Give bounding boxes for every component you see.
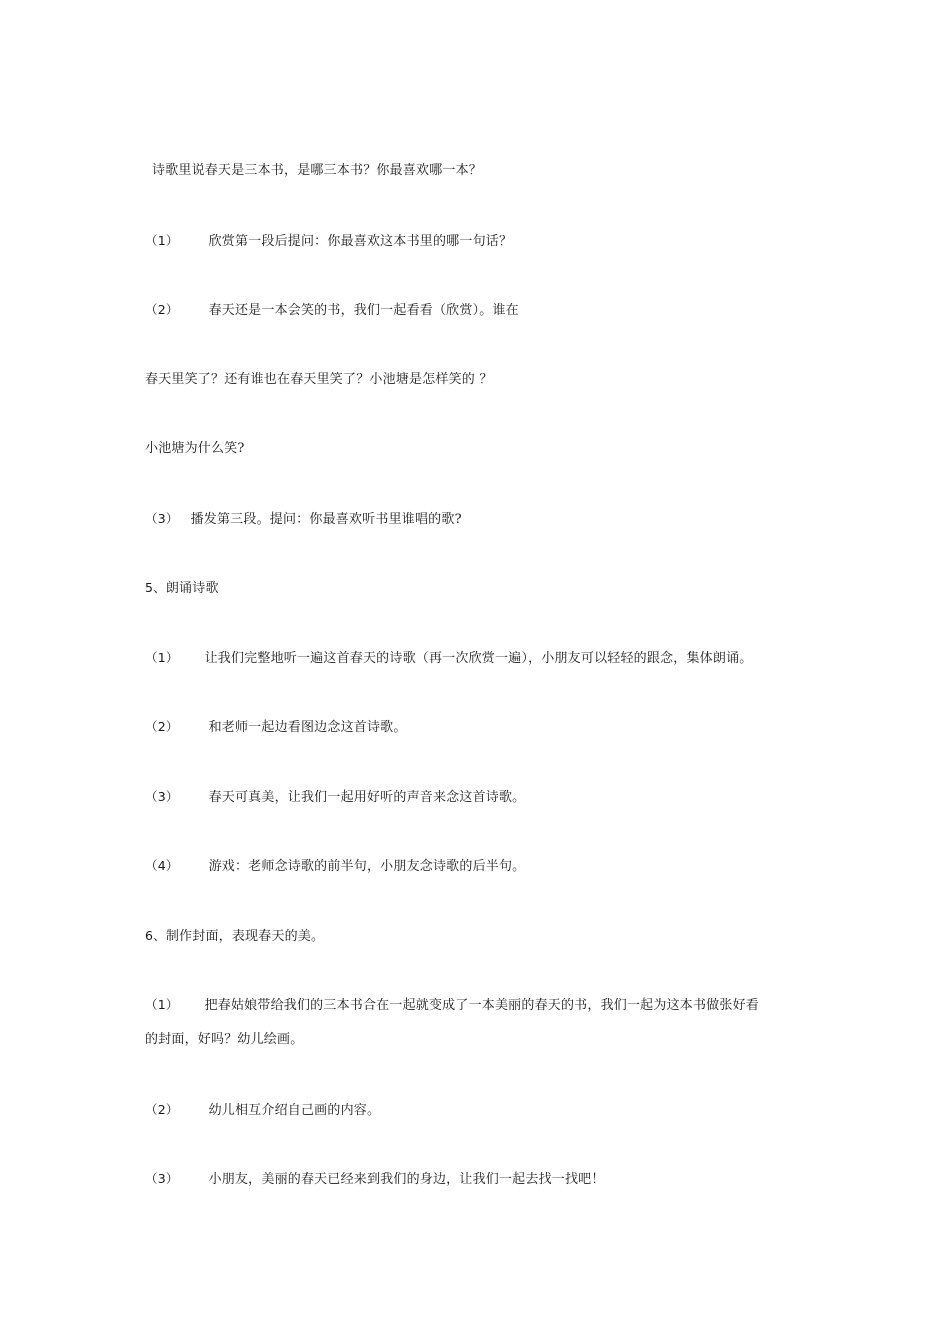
- line-text: 春天还是一本会笑的书，我们一起看看（欣赏）。谁在: [208, 303, 519, 318]
- section-heading: [145, 579, 219, 598]
- section-number: 6、: [145, 928, 166, 943]
- item-number: （3）: [145, 1171, 179, 1186]
- item-number: （3）: [145, 789, 179, 804]
- item-number: （1）: [145, 650, 179, 665]
- line-text: 把春姑娘带给我们的三本书合在一起就变成了一本美丽的春天的书，我们一起为这本书做张好看: [204, 998, 759, 1013]
- line-text: 小朋友，美丽的春天已经来到我们的身边，让我们一起去找一找吧！: [208, 1172, 605, 1187]
- line-text: 春天里笑了？还有谁也在春天里笑了？小池塘是怎样笑的 ？: [145, 372, 493, 387]
- item-number: （3）: [145, 511, 179, 526]
- paragraph-line: [145, 371, 493, 389]
- paragraph-line: [145, 718, 407, 737]
- paragraph-line: [145, 1031, 303, 1049]
- paragraph-line: [145, 301, 519, 320]
- line-text: 小池塘为什么笑?: [145, 441, 245, 456]
- line-text: 播发第三段。提问：你最喜欢听书里谁唱的歌?: [190, 512, 462, 527]
- paragraph-line: [145, 1101, 380, 1120]
- line-text: 诗歌里说春天是三本书，是哪三本书？你最喜欢哪一本？: [152, 163, 483, 178]
- section-heading: [145, 927, 324, 946]
- item-number: （1）: [145, 997, 179, 1012]
- paragraph-line: [145, 996, 759, 1015]
- line-text: 欣赏第一段后提问：你最喜欢这本书里的哪一句话？: [208, 234, 513, 249]
- paragraph-line: [145, 510, 462, 529]
- line-text: 游戏：老师念诗歌的前半句，小朋友念诗歌的后半句。: [208, 859, 526, 874]
- paragraph-line: [145, 649, 752, 668]
- section-title: 制作封面，表现春天的美。: [165, 929, 325, 944]
- paragraph-line: [145, 1170, 605, 1189]
- item-number: （2）: [145, 1102, 179, 1117]
- paragraph-line: [145, 232, 512, 251]
- line-text: 和老师一起边看图边念这首诗歌。: [208, 720, 407, 735]
- item-number: （2）: [145, 719, 179, 734]
- line-text: 让我们完整地听一遍这首春天的诗歌（再一次欣赏一遍），小朋友可以轻轻的跟念，集体朗诵。: [204, 651, 753, 666]
- line-text: 的封面，好吗？幼儿绘画。: [145, 1032, 304, 1047]
- paragraph-line: [145, 857, 525, 876]
- line-text: 幼儿相互介绍自己画的内容。: [208, 1103, 381, 1118]
- section-title: 朗诵诗歌: [165, 581, 219, 596]
- item-number: （2）: [145, 302, 179, 317]
- paragraph-line: [145, 440, 245, 458]
- item-number: （4）: [145, 858, 179, 873]
- section-number: 5、: [145, 580, 166, 595]
- item-number: （1）: [145, 233, 179, 248]
- paragraph-line: [145, 788, 525, 807]
- line-text: 春天可真美，让我们一起用好听的声音来念这首诗歌。: [208, 790, 526, 805]
- paragraph-line: [152, 162, 482, 180]
